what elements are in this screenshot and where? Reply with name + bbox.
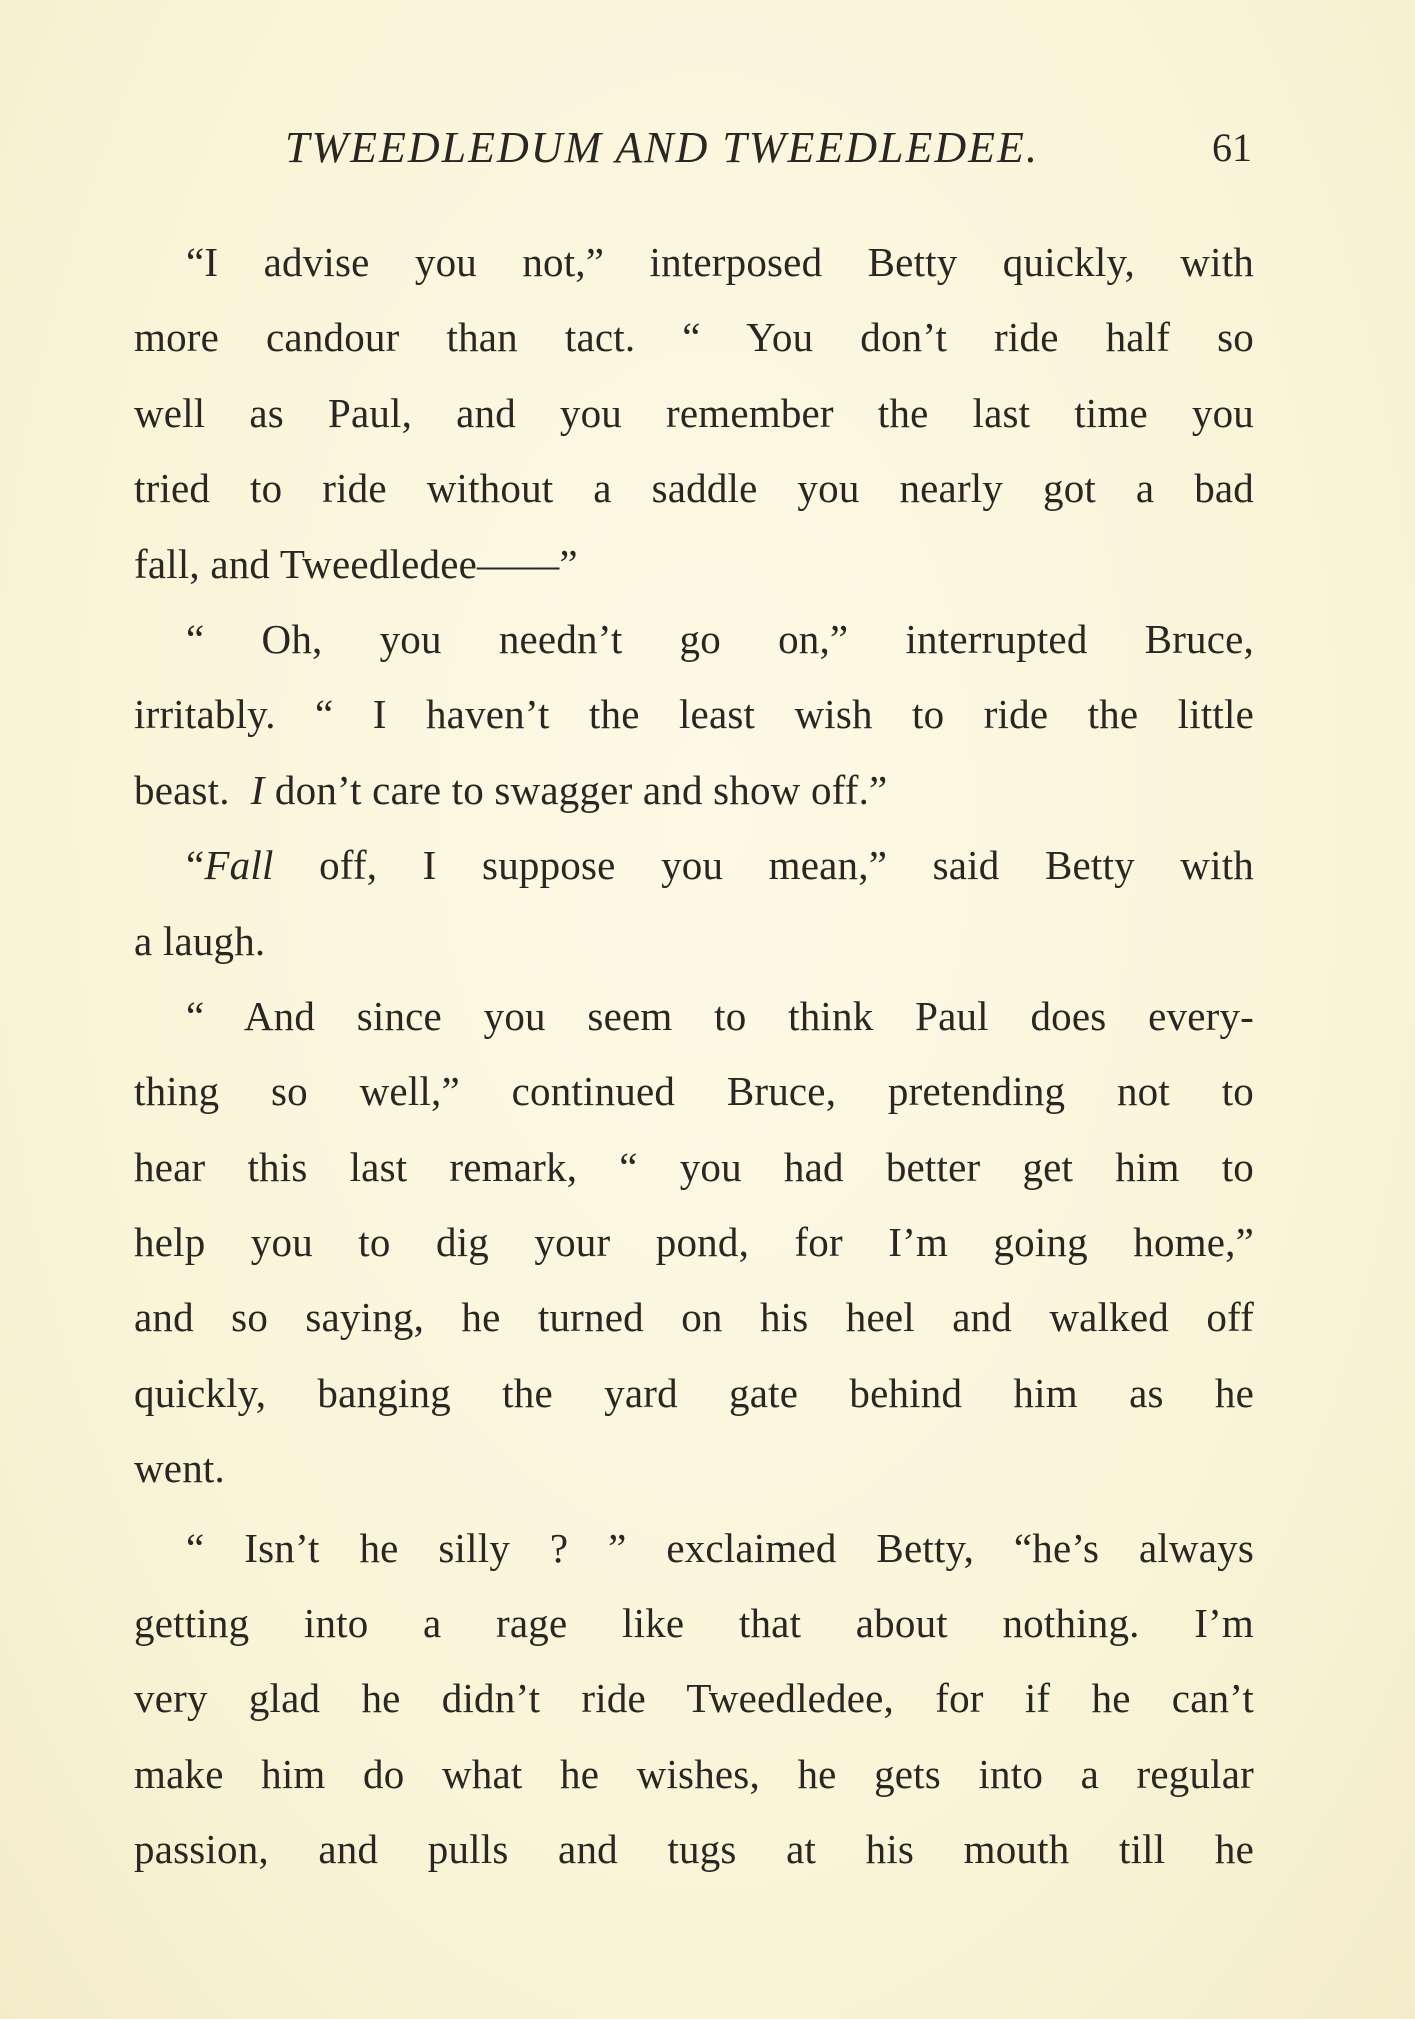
italic-emphasis: I bbox=[250, 766, 265, 813]
text-run: don’t care to swagger and show off.” bbox=[274, 766, 888, 813]
text-line: more candour than tact. “ You don’t ride half so bbox=[134, 314, 1254, 361]
text-line: and so saying, he turned on his heel and walked off bbox=[134, 1294, 1254, 1341]
text-line: “ And since you seem to think Paul does every- bbox=[186, 992, 1254, 1039]
running-title: TWEEDLEDUM AND TWEEDLEDEE. bbox=[285, 123, 1039, 172]
text-line: quickly, banging the yard gate behind him as he bbox=[134, 1369, 1254, 1416]
text-line: went. bbox=[134, 1445, 225, 1492]
text-line: getting into a rage like that about nothing. I’m bbox=[134, 1600, 1254, 1647]
text-line: “ Isn’t he silly ? ” exclaimed Betty, “he’s always bbox=[186, 1524, 1254, 1571]
text-line: thing so well,” continued Bruce, pretending not to bbox=[134, 1068, 1254, 1115]
text-line: hear this last remark, “ you had better get him to bbox=[134, 1143, 1254, 1190]
text-line: irritably. “ I haven’t the least wish to ride the little bbox=[134, 691, 1254, 738]
text-line: a laugh. bbox=[134, 917, 266, 964]
text-line: help you to dig your pond, for I’m going home,” bbox=[134, 1219, 1254, 1266]
text-run: beast. bbox=[134, 766, 230, 813]
text-line: fall, and Tweedledee——” bbox=[134, 540, 578, 587]
page-number: 61 bbox=[1212, 125, 1252, 170]
text-line: make him do what he wishes, he gets into a regular bbox=[134, 1750, 1254, 1797]
text-line: well as Paul, and you remember the last time you bbox=[134, 389, 1254, 436]
text-line: tried to ride without a saddle you nearly got a bad bbox=[134, 465, 1254, 512]
text-line: “I advise you not,” interposed Betty quickly, with bbox=[186, 239, 1254, 285]
body-text bbox=[134, 225, 1254, 1888]
text-run: “ bbox=[186, 842, 205, 889]
text-line: very glad he didn’t ride Tweedledee, for if he can’t bbox=[134, 1675, 1254, 1722]
text-line bbox=[134, 753, 1254, 828]
italic-emphasis: Fall bbox=[204, 842, 274, 889]
text-line: passion, and pulls and tugs at his mouth till he bbox=[134, 1826, 1254, 1873]
text-line bbox=[134, 828, 1254, 903]
text-run: off, I suppose you mean,” said Betty with bbox=[319, 842, 1254, 889]
running-head bbox=[0, 118, 1415, 178]
text-line: “ Oh, you needn’t go on,” interrupted Bruce, bbox=[186, 615, 1254, 662]
